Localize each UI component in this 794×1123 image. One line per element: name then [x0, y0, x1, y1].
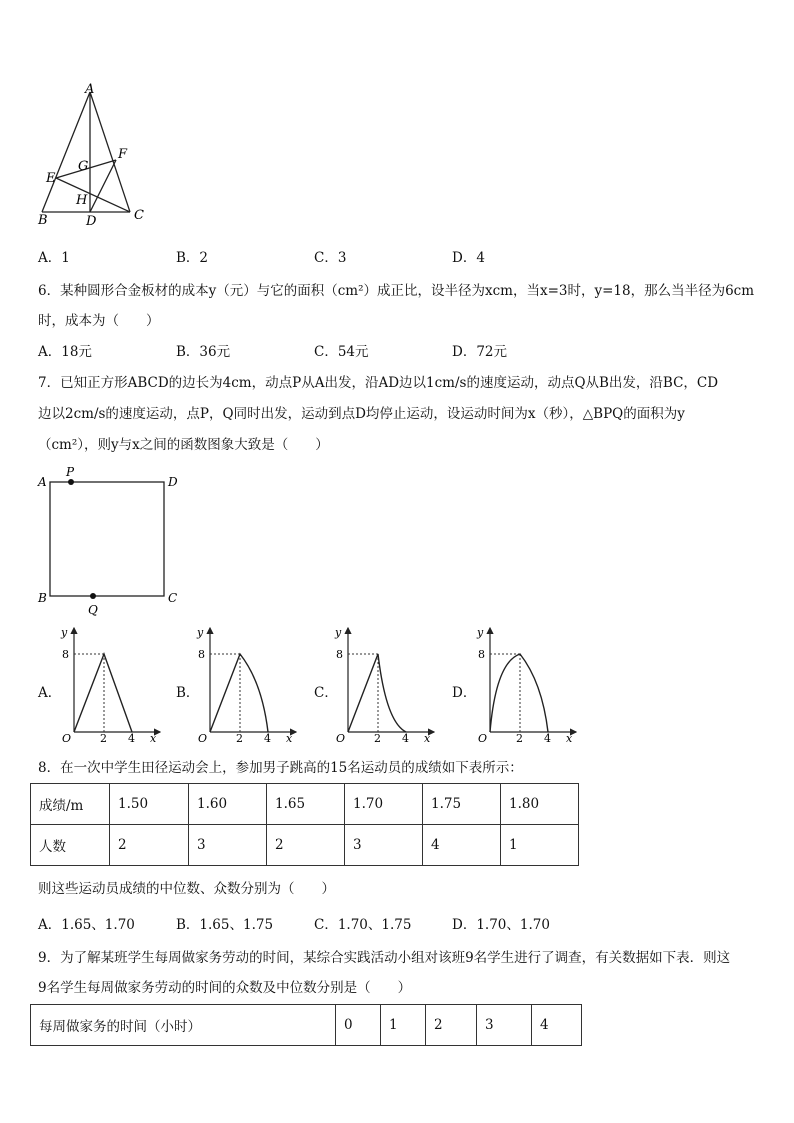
- q7-stem-line2: 边以2cm/s的速度运动，点P，Q同时出发，运动到点D均停止运动，设运动时间为x（秒），△BPQ的面积为y: [38, 406, 685, 422]
- figure-label: 8: [478, 648, 485, 661]
- q5-option-c: C．3: [314, 250, 347, 266]
- figure-label: 4: [402, 732, 409, 744]
- table-cell: 3: [189, 825, 267, 866]
- q7-graph-option-c-label: C．: [314, 685, 338, 701]
- table-cell: 1.50: [110, 784, 189, 825]
- q7-graph-option-b-label: B．: [176, 685, 200, 701]
- q9-stem-line2: 9名学生每周做家务劳动的时间的众数及中位数分别是（ ）: [38, 980, 412, 996]
- label-F: F: [118, 147, 128, 162]
- figure-label: 4: [264, 732, 271, 744]
- q7-graph-option-d-label: D．: [452, 685, 477, 701]
- label-B: B: [38, 213, 48, 228]
- point-P: [68, 479, 74, 485]
- table-cell: 1: [381, 1005, 426, 1046]
- q8-option-c: C．1.70、1.75: [314, 917, 412, 933]
- figure-label: 2: [516, 732, 523, 744]
- figure-label: x: [424, 732, 431, 744]
- table-cell: 1.70: [345, 784, 423, 825]
- figure-stroke: [50, 482, 164, 596]
- q8-option-b: B．1.65、1.75: [176, 917, 274, 933]
- table-cell: 人数: [31, 825, 110, 866]
- figure-label: y: [61, 626, 68, 639]
- figure-label: 8: [198, 648, 205, 661]
- q7-stem-line3: （cm²），则y与x之间的函数图象大致是（ ）: [38, 437, 329, 453]
- q6-option-b: B．36元: [176, 344, 231, 360]
- table-cell: 1.60: [189, 784, 267, 825]
- q9-table-row: [31, 1005, 582, 1046]
- q7-graph-c: [330, 622, 442, 744]
- figure-label: 2: [374, 732, 381, 744]
- table-cell: 4: [423, 825, 501, 866]
- table-cell: 1.65: [267, 784, 345, 825]
- figure-label: 2: [236, 732, 243, 744]
- table-cell: 0: [336, 1005, 381, 1046]
- figure-label: y: [197, 626, 204, 639]
- figure-label: 8: [62, 648, 69, 661]
- q6-stem-line1: 6．某种圆形合金板材的成本y（元）与它的面积（cm²）成正比，设半径为xcm，当x=3时，y=18，那么当半径为6cm: [38, 283, 755, 299]
- q7-stem-line1: 7．已知正方形ABCD的边长为4cm，动点P从A出发，沿AD边以1cm/s的速度运动，动点Q从B出发，沿BC，CD: [38, 375, 719, 391]
- q6-stem-line2: 时，成本为（ ）: [38, 313, 160, 329]
- q5-option-b: B．2: [176, 250, 209, 266]
- table-cell: 1.75: [423, 784, 501, 825]
- sq-label-B: B: [38, 591, 47, 605]
- figure-stroke: [490, 654, 548, 732]
- q7-graph-option-a-label: A．: [38, 685, 62, 701]
- sq-label-C: C: [168, 591, 178, 605]
- label-C: C: [134, 208, 144, 223]
- figure-label: x: [566, 732, 573, 744]
- table-cell: 1: [501, 825, 579, 866]
- figure-label: y: [335, 626, 342, 639]
- q6-option-c: C．54元: [314, 344, 369, 360]
- sq-label-D: D: [168, 475, 178, 489]
- table-cell: 4: [532, 1005, 582, 1046]
- q5-option-d: D．4: [452, 250, 485, 266]
- q6-option-a: A．18元: [38, 344, 92, 360]
- figure-stroke: [210, 654, 268, 732]
- q5-option-a: A．1: [38, 250, 70, 266]
- label-H: H: [76, 193, 88, 208]
- q9-table: [30, 1004, 582, 1046]
- point-Q: [90, 593, 96, 599]
- label-E: E: [46, 171, 56, 186]
- figure-label: O: [478, 732, 488, 744]
- q7-graph-a: [56, 622, 168, 744]
- table-cell: 每周做家务的时间（小时）: [31, 1005, 336, 1046]
- q8-table-row-score: [31, 784, 579, 825]
- figure-label: O: [62, 732, 72, 744]
- figure-label: x: [286, 732, 293, 744]
- table-cell: 2: [426, 1005, 477, 1046]
- figure-label: O: [198, 732, 208, 744]
- figure-label: 4: [128, 732, 135, 744]
- figure-label: y: [477, 626, 484, 639]
- q8-table: [30, 783, 579, 866]
- q8-option-d: D．1.70、1.70: [452, 917, 550, 933]
- figure-stroke: [348, 654, 406, 732]
- q8-question: 则这些运动员成绩的中位数、众数分别为（ ）: [38, 881, 335, 897]
- sq-label-P: P: [66, 466, 75, 479]
- sq-label-A: A: [38, 475, 47, 489]
- table-cell: 1.80: [501, 784, 579, 825]
- q5-triangle-figure: [30, 82, 160, 230]
- q7-graph-b: [192, 622, 304, 744]
- table-cell: 成绩/m: [31, 784, 110, 825]
- label-D: D: [86, 214, 97, 229]
- figure-label: 2: [100, 732, 107, 744]
- label-A: A: [85, 82, 95, 97]
- sq-label-Q: Q: [88, 603, 98, 617]
- figure-stroke: [74, 654, 132, 732]
- figure-label: 4: [544, 732, 551, 744]
- table-cell: 3: [477, 1005, 532, 1046]
- figure-label: O: [336, 732, 346, 744]
- table-cell: 2: [267, 825, 345, 866]
- table-cell: 2: [110, 825, 189, 866]
- table-cell: 3: [345, 825, 423, 866]
- q8-option-a: A．1.65、1.70: [38, 917, 135, 933]
- q8-stem: 8．在一次中学生田径运动会上，参加男子跳高的15名运动员的成绩如下表所示：: [38, 760, 523, 776]
- q8-table-row-count: [31, 825, 579, 866]
- figure-label: x: [150, 732, 157, 744]
- q7-square-figure: [30, 466, 190, 618]
- figure-label: 8: [336, 648, 343, 661]
- q6-option-d: D．72元: [452, 344, 508, 360]
- q9-stem-line1: 9．为了解某班学生每周做家务劳动的时间，某综合实践活动小组对该班9名学生进行了调查，有关数据如下表．则这: [38, 950, 731, 966]
- q7-graph-d: [472, 622, 584, 744]
- label-G: G: [78, 159, 89, 174]
